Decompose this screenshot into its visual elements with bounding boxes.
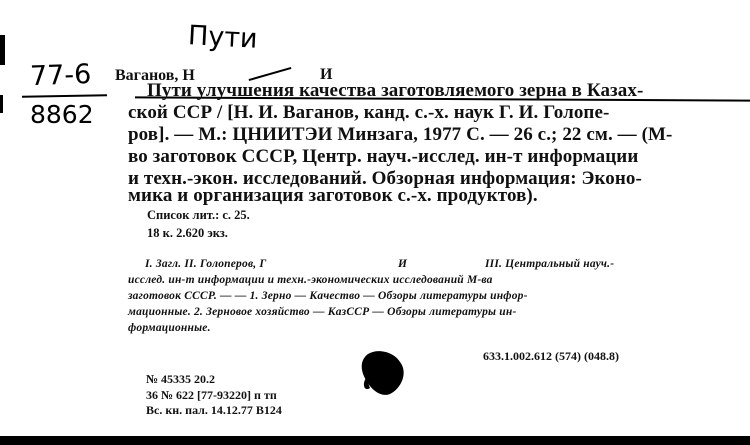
card-edge-mark	[0, 35, 5, 65]
description-line: во заготовок СССР, Центр. науч.-исслед. ин-т информации	[128, 146, 639, 167]
classification-number: 633.1.002.612 (574) (048.8)	[483, 349, 619, 363]
bibliography-note: Список лит.: с. 25.	[147, 208, 250, 222]
shelf-divider-line	[22, 94, 107, 97]
handwritten-word: Пути	[187, 20, 259, 55]
tracing-line: I. Загл. II. Голоперов, Г	[145, 258, 267, 270]
tracing-line: заготовок СССР. — — 1. Зерно — Качество — Обзоры литературы инфор-	[128, 290, 528, 302]
author-name: Ваганов, Н	[115, 67, 195, 84]
description-line: и техн.-экон. исследований. Обзорная информация: Эконо-	[128, 168, 642, 189]
imprint-order: 36 № 622 [77-93220] п тп	[146, 388, 277, 402]
tracing-line: мационные. 2. Зерновое хозяйство — КазССР — Обзоры литературы ин-	[128, 306, 517, 318]
handwritten-stroke	[249, 67, 292, 81]
card-bottom-edge	[0, 436, 750, 445]
imprint-number: № 45335 20.2	[146, 372, 216, 386]
ink-blot	[358, 348, 418, 400]
imprint-date: Вс. кн. пал. 14.12.77 В124	[146, 403, 282, 417]
description-line: мика и организация заготовок с.-х. продуктов).	[128, 185, 538, 206]
tracing-line: исслед. ин-т информации и техн.-экономических исследований М-ва	[128, 274, 493, 286]
description-line: Пути улучшения качества заготовляемого зерна в Казах-	[147, 80, 644, 101]
author-initial: И	[320, 66, 333, 83]
tracing-line: И	[398, 258, 408, 270]
handwritten-shelf-bottom: 8862	[30, 100, 94, 129]
tracing-line: III. Центральный науч.-	[485, 258, 615, 270]
description-line: ров]. — М.: ЦНИИТЭИ Минзага, 1977 С. — 26 с.; 22 см. — (М-	[128, 124, 673, 145]
card-edge-mark	[0, 95, 3, 113]
print-run-note: 18 к. 2.620 экз.	[147, 226, 228, 240]
tracing-line: формационные.	[128, 322, 211, 334]
description-line: ской ССР / [Н. И. Ваганов, канд. с.-х. наук Г. И. Голопе-	[128, 102, 610, 123]
handwritten-shelf-top: 77-6	[29, 58, 92, 93]
